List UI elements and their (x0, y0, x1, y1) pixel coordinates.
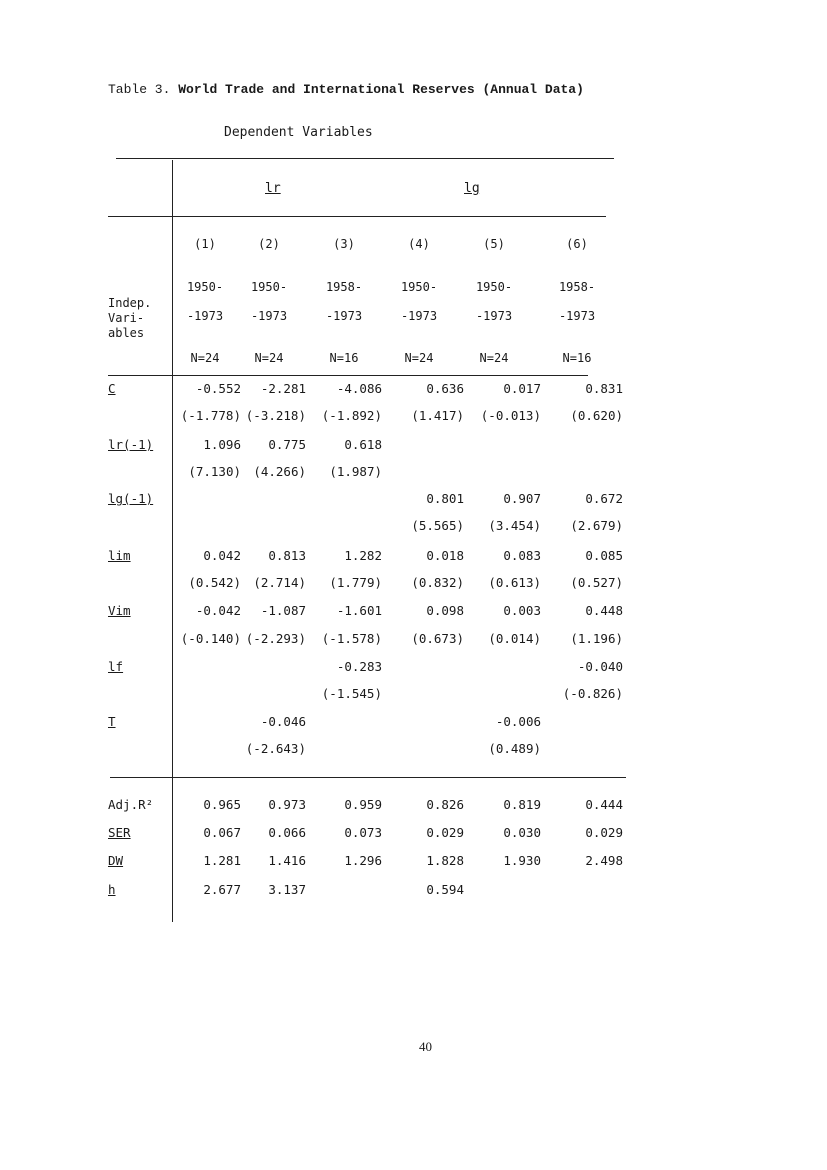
table-cell: (-1.545) (321, 686, 382, 701)
column-sample-size: N=24 (479, 351, 509, 365)
stat-cell: 1.930 (503, 853, 541, 868)
indep-line-3: ables (108, 326, 145, 340)
rule-groups (108, 216, 606, 217)
column-year-end: -1973 (325, 309, 363, 323)
row-label: C (108, 381, 116, 396)
stat-label: h (108, 882, 116, 897)
page-number: 40 (419, 1039, 432, 1054)
table-cell: 0.801 (426, 491, 464, 506)
table-cell: -2.281 (260, 381, 306, 396)
stat-cell: 0.073 (344, 825, 382, 840)
table-cell: (4.266) (253, 464, 306, 479)
stat-cell: 0.066 (268, 825, 306, 840)
stat-label: DW (108, 853, 124, 868)
table-cell: (-1.892) (321, 408, 382, 423)
row-label: lim (108, 548, 131, 563)
row-label: Vim (108, 603, 131, 618)
table-cell: (0.620) (570, 408, 623, 423)
table-cell: 0.017 (503, 381, 541, 396)
table-cell: 0.775 (268, 437, 306, 452)
table-cell: 0.018 (426, 548, 464, 563)
column-number: (3) (333, 237, 355, 251)
row-label: lf (108, 659, 124, 674)
table-cell: (-0.826) (562, 686, 623, 701)
table-cell: (7.130) (188, 464, 241, 479)
stat-label: Adj.R² (108, 797, 154, 812)
table-cell: (-2.293) (245, 631, 306, 646)
column-year-end: -1973 (186, 309, 224, 323)
column-sample-size: N=24 (404, 351, 434, 365)
table-cell: -0.040 (577, 659, 623, 674)
rule-top (116, 158, 614, 159)
column-year-end: -1973 (400, 309, 438, 323)
table-cell: 0.098 (426, 603, 464, 618)
stat-cell: 0.030 (503, 825, 541, 840)
table-cell: (-3.218) (245, 408, 306, 423)
table-cell: 1.282 (344, 548, 382, 563)
table-cell: 0.907 (503, 491, 541, 506)
table-cell: 0.813 (268, 548, 306, 563)
table-cell: (1.417) (411, 408, 464, 423)
table-cell: 0.003 (503, 603, 541, 618)
column-sample-size: N=16 (562, 351, 592, 365)
column-year-end: -1973 (250, 309, 288, 323)
stat-cell: 1.281 (203, 853, 241, 868)
stat-cell: 3.137 (268, 882, 306, 897)
stat-cell: 2.677 (203, 882, 241, 897)
stat-cell: 1.296 (344, 853, 382, 868)
table-number: Table 3. (108, 82, 171, 97)
table-cell: (0.673) (411, 631, 464, 646)
stat-label: SER (108, 825, 131, 840)
column-year-start: 1950- (400, 280, 438, 294)
stat-cell: 0.965 (203, 797, 241, 812)
column-number: (1) (194, 237, 216, 251)
column-number: (2) (258, 237, 280, 251)
stat-cell: 0.819 (503, 797, 541, 812)
table-cell: 1.096 (203, 437, 241, 452)
table-cell: (2.679) (570, 518, 623, 533)
table-cell: -0.006 (495, 714, 541, 729)
column-year-start: 1958- (558, 280, 596, 294)
table-caption: World Trade and International Reserves (Annual Data) (178, 82, 584, 97)
stat-cell: 0.594 (426, 882, 464, 897)
table-cell: -1.601 (336, 603, 382, 618)
indep-line-2: Vari- (108, 311, 145, 325)
stat-cell: 1.828 (426, 853, 464, 868)
rule-stats (110, 777, 626, 778)
table-cell: (0.613) (488, 575, 541, 590)
stat-cell: 0.826 (426, 797, 464, 812)
dependent-variables-label: Dependent Variables (224, 125, 373, 140)
table-cell: (-0.013) (480, 408, 541, 423)
table-cell: (-2.643) (245, 741, 306, 756)
stat-cell: 0.959 (344, 797, 382, 812)
column-number: (4) (408, 237, 430, 251)
column-number: (5) (483, 237, 505, 251)
table-cell: (1.779) (329, 575, 382, 590)
table-cell: -4.086 (336, 381, 382, 396)
rule-header (108, 375, 588, 376)
indep-variables-label (108, 296, 151, 341)
table-cell: 0.085 (585, 548, 623, 563)
table-cell: (0.489) (488, 741, 541, 756)
column-year-start: 1950- (250, 280, 288, 294)
table-cell: -0.283 (336, 659, 382, 674)
column-sample-size: N=24 (190, 351, 220, 365)
table-cell: (-0.140) (180, 631, 241, 646)
stat-cell: 0.067 (203, 825, 241, 840)
table-cell: (0.527) (570, 575, 623, 590)
table-cell: (0.542) (188, 575, 241, 590)
column-year-start: 1950- (475, 280, 513, 294)
table-cell: (-1.778) (180, 408, 241, 423)
table-cell: 0.448 (585, 603, 623, 618)
stat-cell: 0.029 (585, 825, 623, 840)
column-sample-size: N=16 (329, 351, 359, 365)
table-cell: (2.714) (253, 575, 306, 590)
column-year-end: -1973 (558, 309, 596, 323)
table-cell: 0.672 (585, 491, 623, 506)
group-lr: lr (265, 181, 281, 196)
column-year-start: 1950- (186, 280, 224, 294)
indep-line-1: Indep. (108, 296, 152, 310)
column-year-end: -1973 (475, 309, 513, 323)
table-cell: (3.454) (488, 518, 541, 533)
table-cell: (1.196) (570, 631, 623, 646)
table-cell: -0.046 (260, 714, 306, 729)
stat-cell: 0.973 (268, 797, 306, 812)
table-cell: -0.042 (195, 603, 241, 618)
group-lg: lg (464, 181, 480, 196)
table-cell: (1.987) (329, 464, 382, 479)
row-label: lr(-1) (108, 437, 154, 452)
row-label: T (108, 714, 116, 729)
column-number: (6) (566, 237, 588, 251)
table-cell: 0.042 (203, 548, 241, 563)
table-cell: 0.618 (344, 437, 382, 452)
table-cell: (0.014) (488, 631, 541, 646)
stat-cell: 0.029 (426, 825, 464, 840)
column-year-start: 1958- (325, 280, 363, 294)
table-cell: 0.083 (503, 548, 541, 563)
row-label: lg(-1) (108, 491, 154, 506)
table-title (108, 82, 584, 97)
table-cell: (5.565) (411, 518, 464, 533)
table-cell: -0.552 (195, 381, 241, 396)
table-cell: 0.636 (426, 381, 464, 396)
stat-cell: 1.416 (268, 853, 306, 868)
column-sample-size: N=24 (254, 351, 284, 365)
table-cell: 0.831 (585, 381, 623, 396)
table-cell: -1.087 (260, 603, 306, 618)
stat-cell: 2.498 (585, 853, 623, 868)
table-cell: (-1.578) (321, 631, 382, 646)
stat-cell: 0.444 (585, 797, 623, 812)
table-cell: (0.832) (411, 575, 464, 590)
